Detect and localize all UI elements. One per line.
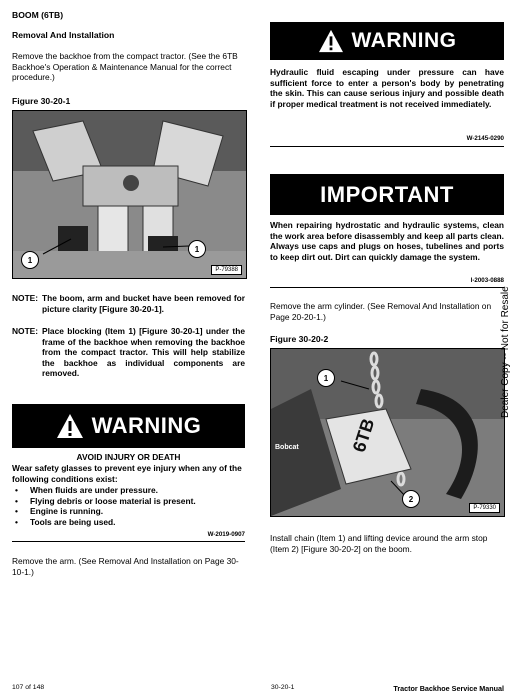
step-remove-cylinder: Remove the arm cylinder. (See Removal And Installation on Page 20-20-1.) — [270, 301, 492, 322]
backhoe-frame-illustration — [13, 111, 246, 278]
warning2-code: W-2145-0290 — [466, 135, 504, 142]
warning2-text: Hydraulic fluid escaping under pressure can have sufficient force to enter a person's body by penetrating the skin. This can cause serious injury and possible death if proper medical treatment is not received immediately. — [270, 67, 504, 109]
dealer-copy-watermark — [499, 266, 513, 418]
figure1-photo — [12, 110, 247, 279]
figure1-label: Figure 30-20-1 — [12, 96, 71, 106]
figure2-callout-arm-stop: 2 — [402, 490, 420, 508]
warning2-word: WARNING — [351, 29, 457, 52]
section-title: BOOM (6TB) — [12, 10, 64, 20]
warning1-word: WARNING — [91, 413, 202, 438]
warning1-lead: Wear safety glasses to prevent eye injury when any of the following conditions exist: — [12, 463, 242, 484]
warning-triangle-icon — [318, 29, 344, 53]
step-install-chain: Install chain (Item 1) and lifting device around the arm stop (Item 2) [Figure 30-20-2] on the boom. — [270, 533, 488, 554]
note2-label: NOTE: — [12, 326, 39, 336]
warning1-bullet: • Tools are being used. — [12, 517, 245, 528]
footer-page-number: 30-20-1 — [271, 684, 295, 691]
figure2-photo — [270, 348, 505, 517]
important-text: When repairing hydrostatic and hydraulic systems, clean the work area before disassembly and keep all parts clean. Always use caps and plugs on hoses, tubelines and ports to keep dirt out. Dirt can quickly damage the system. — [270, 220, 504, 262]
warning1-bullet: • Flying debris or loose material is present. — [12, 496, 245, 507]
warning1-rule — [12, 541, 245, 542]
figure2-label: Figure 30-20-2 — [270, 334, 329, 344]
note2 — [12, 326, 245, 379]
warning1-bullet: • Engine is running. — [12, 506, 245, 517]
figure1-tag: P-79388 — [211, 265, 242, 275]
note1-label: NOTE: — [12, 293, 39, 303]
figure2-decal: 6TB — [348, 416, 379, 455]
figure2-callout-chain: 1 — [317, 369, 335, 387]
warning1-bullets — [12, 485, 245, 527]
warning2-rule — [270, 146, 504, 147]
figure1-callout-blocking-right: 1 — [188, 240, 206, 258]
important-word: IMPORTANT — [320, 181, 454, 207]
figure1-callout-blocking-left: 1 — [21, 251, 39, 269]
warning1-bullet: • When fluids are under pressure. — [12, 485, 245, 496]
subsection-title: Removal And Installation — [12, 30, 115, 40]
warning1-heading: AVOID INJURY OR DEATH — [76, 452, 181, 462]
figure2-brand: Bobcat — [275, 444, 299, 451]
note1-text: The boom, arm and bucket have been removed for picture clarity [Figure 30-20-1]. — [42, 293, 245, 314]
important-rule — [270, 287, 504, 288]
important-code: I-2003-0888 — [470, 277, 504, 284]
dealer-copy-text: Dealer Copy -- Not for Resale — [500, 286, 511, 418]
note2-text: Place blocking (Item 1) [Figure 30-20-1] under the frame of the backhoe when removing the backhoe from the compact tractor. This will help stabilize the backhoe as individual components are removed. — [42, 326, 245, 379]
intro-paragraph: Remove the backhoe from the compact tractor. (See the 6TB Backhoe's Operation & Maintenance Manual for the correct procedure.) — [12, 51, 238, 83]
warning2-bar — [270, 22, 504, 60]
warning1-code: W-2019-0907 — [207, 531, 245, 538]
important-bar — [270, 174, 504, 215]
note1 — [12, 293, 245, 314]
step-remove-arm: Remove the arm. (See Removal And Installation on Page 30-10-1.) — [12, 556, 239, 577]
boom-chain-illustration — [271, 349, 504, 516]
figure2-tag: P-79330 — [469, 503, 500, 513]
footer-manual-title: Tractor Backhoe Service Manual — [393, 684, 504, 693]
warning-triangle-icon — [56, 413, 84, 439]
footer-page-count: 107 of 148 — [12, 684, 45, 691]
warning1-bar — [12, 404, 245, 448]
